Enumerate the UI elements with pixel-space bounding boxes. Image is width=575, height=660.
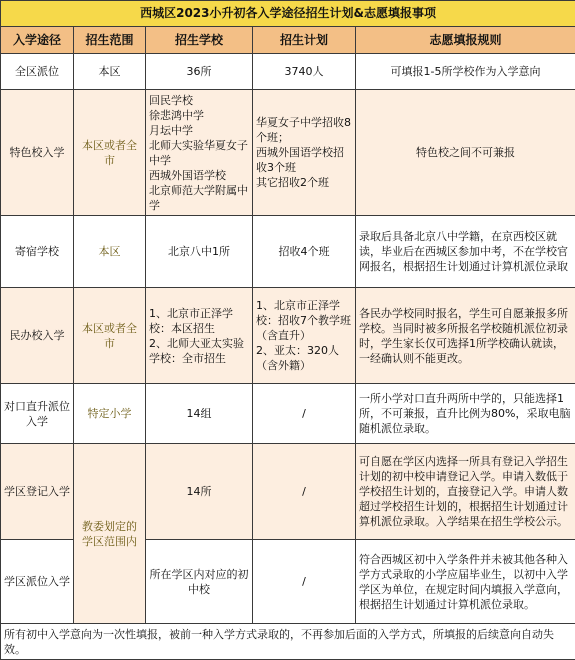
way-cell: 学区派位入学 xyxy=(1,540,74,624)
header-plan: 招生计划 xyxy=(253,27,356,54)
rule-cell: 符合西城区初中入学条件并未被其他各种入学方式录取的小学应届毕业生，以初中入学学区为单位，在规定时间内填报入学意向，根据招生计划通过计算机派位录取。 xyxy=(356,540,575,624)
school-cell: 北京八中1所 xyxy=(146,216,253,288)
header-way: 入学途径 xyxy=(1,27,74,54)
plan-cell: 3740人 xyxy=(253,54,356,90)
plan-cell: 招收4个班 xyxy=(253,216,356,288)
rule-cell: 录取后具备北京八中学籍，在京西校区就读，毕业后在西城区参加中考，不在学校官网报名，根据招生计划通过计算机派位录取 xyxy=(356,216,575,288)
table-row xyxy=(1,54,575,90)
plan-cell: 1、北京市正泽学校：招收7个教学班（含直升） 2、亚太：320人（含外籍） xyxy=(253,288,356,384)
rule-cell: 各民办学校同时报名，学生可自愿兼报多所学校。当同时被多所报名学校随机派位初录时，学生家长仅可选择1所学校确认就读，一经确认则不能更改。 xyxy=(356,288,575,384)
school-cell: 14组 xyxy=(146,384,253,444)
table-row xyxy=(1,288,575,384)
rule-cell: 一所小学对口直升两所中学的，只能选择1所，不可兼报，直升比例为80%，采取电脑随机派位录取。 xyxy=(356,384,575,444)
plan-cell: / xyxy=(253,444,356,540)
way-cell: 学区登记入学 xyxy=(1,444,74,540)
range-cell: 特定小学 xyxy=(74,384,146,444)
school-cell: 所在学区内对应的初中校 xyxy=(146,540,253,624)
plan-cell: / xyxy=(253,540,356,624)
plan-cell: / xyxy=(253,384,356,444)
rule-cell: 特色校之间不可兼报 xyxy=(356,90,575,216)
table-row xyxy=(1,444,575,540)
range-cell: 本区或者全市 xyxy=(74,288,146,384)
school-cell: 1、北京市正泽学校：本区招生 2、北师大亚太实验学校：全市招生 xyxy=(146,288,253,384)
rule-cell: 可填报1-5所学校作为入学意向 xyxy=(356,54,575,90)
range-cell: 本区或者全市 xyxy=(74,90,146,216)
table-row xyxy=(1,90,575,216)
header-row xyxy=(1,27,575,54)
plan-cell: 华夏女子中学招收8个班； 西城外国语学校招收3个班 其它招收2个班 xyxy=(253,90,356,216)
way-cell: 寄宿学校 xyxy=(1,216,74,288)
range-cell: 本区 xyxy=(74,54,146,90)
rule-cell: 可自愿在学区内选择一所具有登记入学招生计划的初中校申请登记入学。申请入数低于学校招生计划的，直接登记入学。申请人数超过学校招生计划的，根据招生计划通过计算机派位录取。入学结果在招生学校公示。 xyxy=(356,444,575,540)
way-cell: 特色校入学 xyxy=(1,90,74,216)
table-row xyxy=(1,384,575,444)
school-cell: 36所 xyxy=(146,54,253,90)
header-range: 招生范围 xyxy=(74,27,146,54)
range-cell: 教委划定的学区范围内 xyxy=(74,444,146,624)
school-cell: 回民学校 徐悲鸿中学 月坛中学 北师大实验华夏女子中学 西城外国语学校 北京师范大学附属中学 xyxy=(146,90,253,216)
way-cell: 民办校入学 xyxy=(1,288,74,384)
header-school: 招生学校 xyxy=(146,27,253,54)
school-cell: 14所 xyxy=(146,444,253,540)
range-cell: 本区 xyxy=(74,216,146,288)
footnote-row xyxy=(1,624,575,660)
table-title: 西城区2023小升初各入学途径招生计划&志愿填报事项 xyxy=(1,1,575,27)
footnote: 所有初中入学意向为一次性填报，被前一种入学方式录取的，不再参加后面的入学方式，所填报的后续意向自动失效。 xyxy=(1,624,575,660)
way-cell: 对口直升派位入学 xyxy=(1,384,74,444)
header-rule: 志愿填报规则 xyxy=(356,27,575,54)
way-cell: 全区派位 xyxy=(1,54,74,90)
table-row xyxy=(1,216,575,288)
